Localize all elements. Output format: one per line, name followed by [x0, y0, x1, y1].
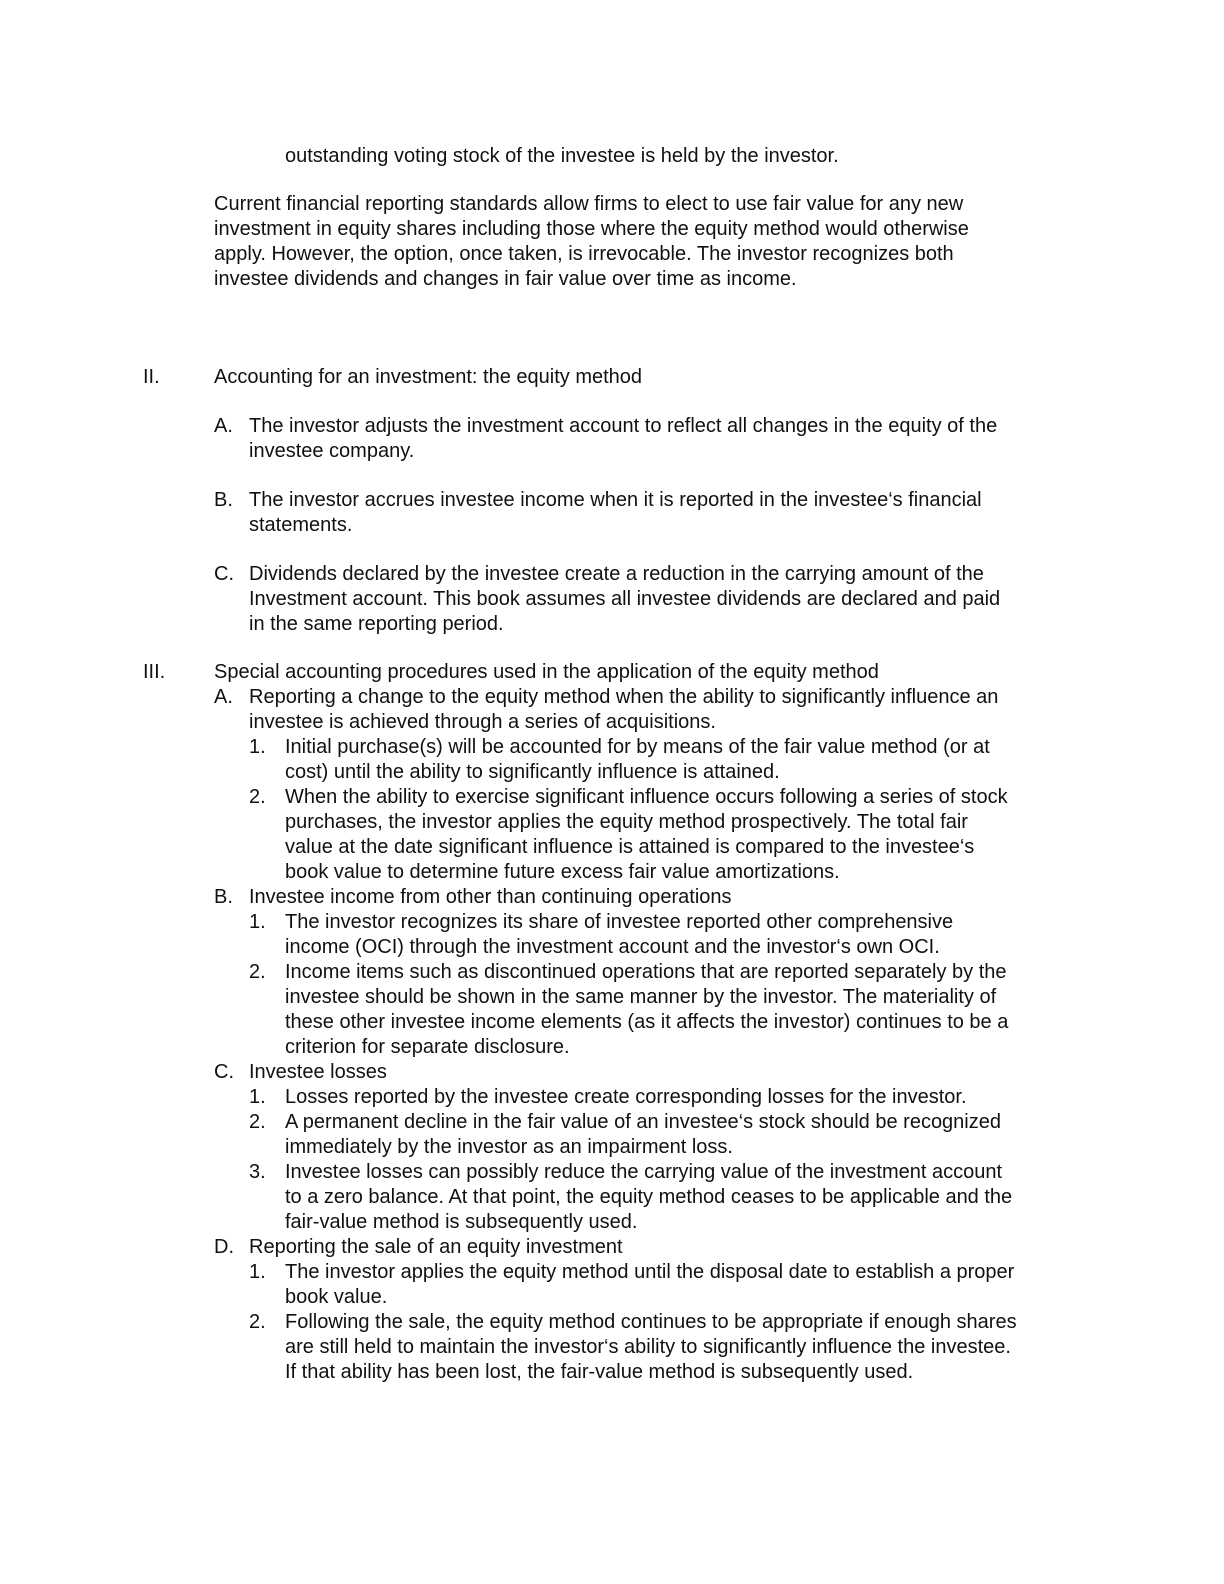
list-text: Reporting a change to the equity method when the ability to significantly influence an investee is achieved through a series of acquisitions. [249, 686, 999, 733]
sub-list-item [0, 735, 1224, 785]
list-item [0, 562, 1224, 637]
list-text: Following the sale, the equity method continues to be appropriate if enough shares are still held to maintain the investor‘s ability to significantly influence the investee. If that ability has been lost, the fair-value method is subsequently used. [285, 1311, 1017, 1383]
list-marker: 1. [249, 911, 266, 933]
list-text: Investee income from other than continuing operations [249, 886, 732, 908]
sub-list-item [0, 1085, 1224, 1110]
list-item [0, 488, 1224, 538]
list-text: Reporting the sale of an equity investment [249, 1236, 623, 1258]
list-marker: 1. [249, 736, 266, 758]
list-marker: 2. [249, 961, 266, 983]
intro-paragraph [0, 192, 1224, 292]
list-text: Income items such as discontinued operations that are reported separately by the investee should be shown in the same manner by the investor. The materiality of these other investee income elements (as it affects the investor) continues to be a criterion for separate disclosure. [285, 961, 1009, 1058]
list-marker: 2. [249, 786, 266, 808]
list-marker: D. [214, 1236, 234, 1258]
list-item [0, 1060, 1224, 1085]
list-item [0, 414, 1224, 464]
section-heading [0, 660, 1224, 685]
section-heading [0, 365, 1224, 390]
section-iii [0, 660, 1224, 1385]
list-marker: 1. [249, 1261, 266, 1283]
list-text: The investor recognizes its share of investee reported other comprehensive income (OCI) through the investment account and the investor‘s own OCI. [285, 911, 954, 958]
list-text: Dividends declared by the investee create a reduction in the carrying amount of the Investment account. This book assumes all investee dividends are declared and paid in the same reporting period. [249, 563, 1001, 635]
list-marker: B. [214, 489, 233, 511]
sub-list-item [0, 1310, 1224, 1385]
list-text: The investor accrues investee income when it is reported in the investee‘s financial statements. [249, 489, 982, 536]
list-marker: 3. [249, 1161, 266, 1183]
section-ii [0, 365, 1224, 637]
list-marker: III. [143, 661, 166, 683]
list-text: The investor adjusts the investment account to reflect all changes in the equity of the investee company. [249, 415, 998, 462]
sub-list-item [0, 1160, 1224, 1235]
list-item [0, 885, 1224, 910]
list-marker: A. [214, 415, 233, 437]
list-marker: II. [143, 366, 160, 388]
list-text: Accounting for an investment: the equity method [214, 366, 643, 388]
list-text: Losses reported by the investee create corresponding losses for the investor. [285, 1086, 967, 1108]
paragraph-text: Current financial reporting standards allow firms to elect to use fair value for any new investment in equity shares including those where the equity method would otherwise apply. However, the option, once taken, is irrevocable. The investor recognizes both investee dividends and changes in fair value over time as income. [214, 193, 969, 290]
sub-list-item [0, 910, 1224, 960]
list-text: A permanent decline in the fair value of an investee‘s stock should be recognized immediately by the investor as an impairment loss. [285, 1111, 1001, 1158]
list-marker: A. [214, 686, 233, 708]
list-text: When the ability to exercise significant influence occurs following a series of stock purchases, the investor applies the equity method prospectively. The total fair value at the date significant influence is attained is compared to the investee‘s book value to determine future excess fair value amortizations. [285, 786, 1008, 883]
list-marker: 1. [249, 1086, 266, 1108]
intro-continuation [0, 144, 1224, 169]
list-marker: 2. [249, 1111, 266, 1133]
list-marker: C. [214, 563, 234, 585]
sub-list-item [0, 785, 1224, 885]
list-marker: B. [214, 886, 233, 908]
sub-list-item [0, 1110, 1224, 1160]
sub-list-item [0, 1260, 1224, 1310]
list-marker: 2. [249, 1311, 266, 1333]
list-text: Initial purchase(s) will be accounted for by means of the fair value method (or at cost) until the ability to significantly influence is attained. [285, 736, 990, 783]
continuation-text: outstanding voting stock of the investee is held by the investor. [285, 145, 839, 167]
list-text: Investee losses [249, 1061, 387, 1083]
sub-list-item [0, 960, 1224, 1060]
list-item [0, 685, 1224, 735]
list-marker: C. [214, 1061, 234, 1083]
list-text: The investor applies the equity method until the disposal date to establish a proper book value. [285, 1261, 1015, 1308]
list-text: Special accounting procedures used in the application of the equity method [214, 661, 879, 683]
list-item [0, 1235, 1224, 1260]
list-text: Investee losses can possibly reduce the carrying value of the investment account to a zero balance. At that point, the equity method ceases to be applicable and the fair-value method is subsequently used. [285, 1161, 1013, 1233]
